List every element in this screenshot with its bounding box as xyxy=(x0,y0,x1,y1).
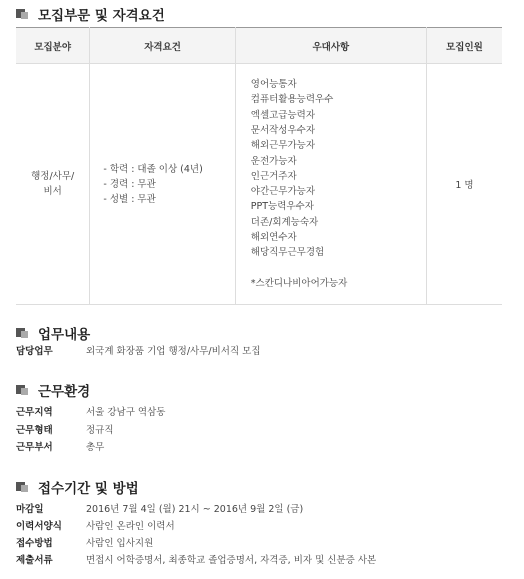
info-label: 근무형태 xyxy=(16,425,53,436)
section-square-icon xyxy=(16,385,30,395)
info-value: 정규직 xyxy=(86,425,114,436)
list-item: 문서작성우수자 xyxy=(250,124,316,136)
info-row-resume-format xyxy=(16,520,175,533)
list-item: - 성별 : 무관 xyxy=(103,193,156,205)
header-preferences: 우대사항 xyxy=(235,28,426,64)
list-item: PPT능력우수자 xyxy=(250,201,314,213)
info-value: 사람인 온라인 이력서 xyxy=(86,521,175,532)
info-label: 이력서양식 xyxy=(16,521,62,532)
info-label: 제출서류 xyxy=(16,555,53,566)
info-row-employment-type xyxy=(16,424,114,437)
info-row-department xyxy=(16,441,104,454)
list-item: - 학력 : 대졸 이상 (4년) xyxy=(103,163,203,175)
cell-field: 행정/사무/비서 xyxy=(16,64,90,305)
section-square-icon xyxy=(16,482,30,492)
info-label: 근무부서 xyxy=(16,442,53,453)
info-row-apply-method xyxy=(16,537,153,550)
list-item: 영어능통자 xyxy=(250,79,297,91)
info-row-location xyxy=(16,406,165,419)
list-item: 컴퓨터활용능력우수 xyxy=(250,94,334,106)
table-row xyxy=(16,64,502,305)
section-title-duties: 업무내용 xyxy=(16,323,90,343)
info-row-documents xyxy=(16,554,376,567)
section-square-icon xyxy=(16,328,30,338)
info-value: 2016년 7월 4일 (월) 21시 ~ 2016년 9월 2일 (금) xyxy=(86,504,304,515)
preference-list xyxy=(237,65,425,303)
list-item: 더존/회계능숙자 xyxy=(250,216,319,228)
list-item: 해당직무근무경험 xyxy=(250,247,325,259)
table-header-row xyxy=(16,28,502,64)
section-title-apply: 접수기간 및 방법 xyxy=(16,477,139,497)
section-title-environment: 근무환경 xyxy=(16,380,90,400)
recruit-table xyxy=(16,27,502,305)
cell-qualifications xyxy=(90,64,235,305)
info-row-deadline xyxy=(16,503,303,516)
list-item: 인근거주자 xyxy=(250,170,297,182)
qualification-list xyxy=(91,162,233,207)
header-count: 모집인원 xyxy=(426,28,502,64)
info-label: 담당업무 xyxy=(16,346,53,357)
list-item: 해외연수자 xyxy=(250,232,297,244)
list-item: 야간근무가능자 xyxy=(250,186,316,198)
info-label: 근무지역 xyxy=(16,407,53,418)
cell-count: 1 명 xyxy=(426,64,502,305)
list-item: 해외근무가능자 xyxy=(250,140,316,152)
list-item: 엑셀고급능력자 xyxy=(250,109,316,121)
info-label: 마감일 xyxy=(16,504,44,515)
info-value: 면접시 어학증명서, 최종학교 졸업증명서, 자격증, 비자 및 신분증 사본 xyxy=(86,555,377,566)
header-qualifications: 자격요건 xyxy=(90,28,235,64)
list-item: 운전가능자 xyxy=(250,155,297,167)
info-value: 사람인 입사지원 xyxy=(86,538,154,549)
info-value: 외국계 화장품 기업 행정/사무/비서직 모집 xyxy=(86,346,261,357)
preference-note: *스칸디나비아어가능자 xyxy=(250,277,348,289)
info-label: 접수방법 xyxy=(16,538,53,549)
info-row-duty xyxy=(16,345,261,358)
info-value: 서울 강남구 역삼동 xyxy=(86,407,166,418)
cell-preferences xyxy=(235,64,426,305)
info-value: 총무 xyxy=(86,442,105,453)
list-item: - 경력 : 무관 xyxy=(103,178,156,190)
section-square-icon xyxy=(16,9,30,19)
header-field: 모집분야 xyxy=(16,28,90,64)
section-title-recruit: 모집부문 및 자격요건 xyxy=(16,4,165,24)
